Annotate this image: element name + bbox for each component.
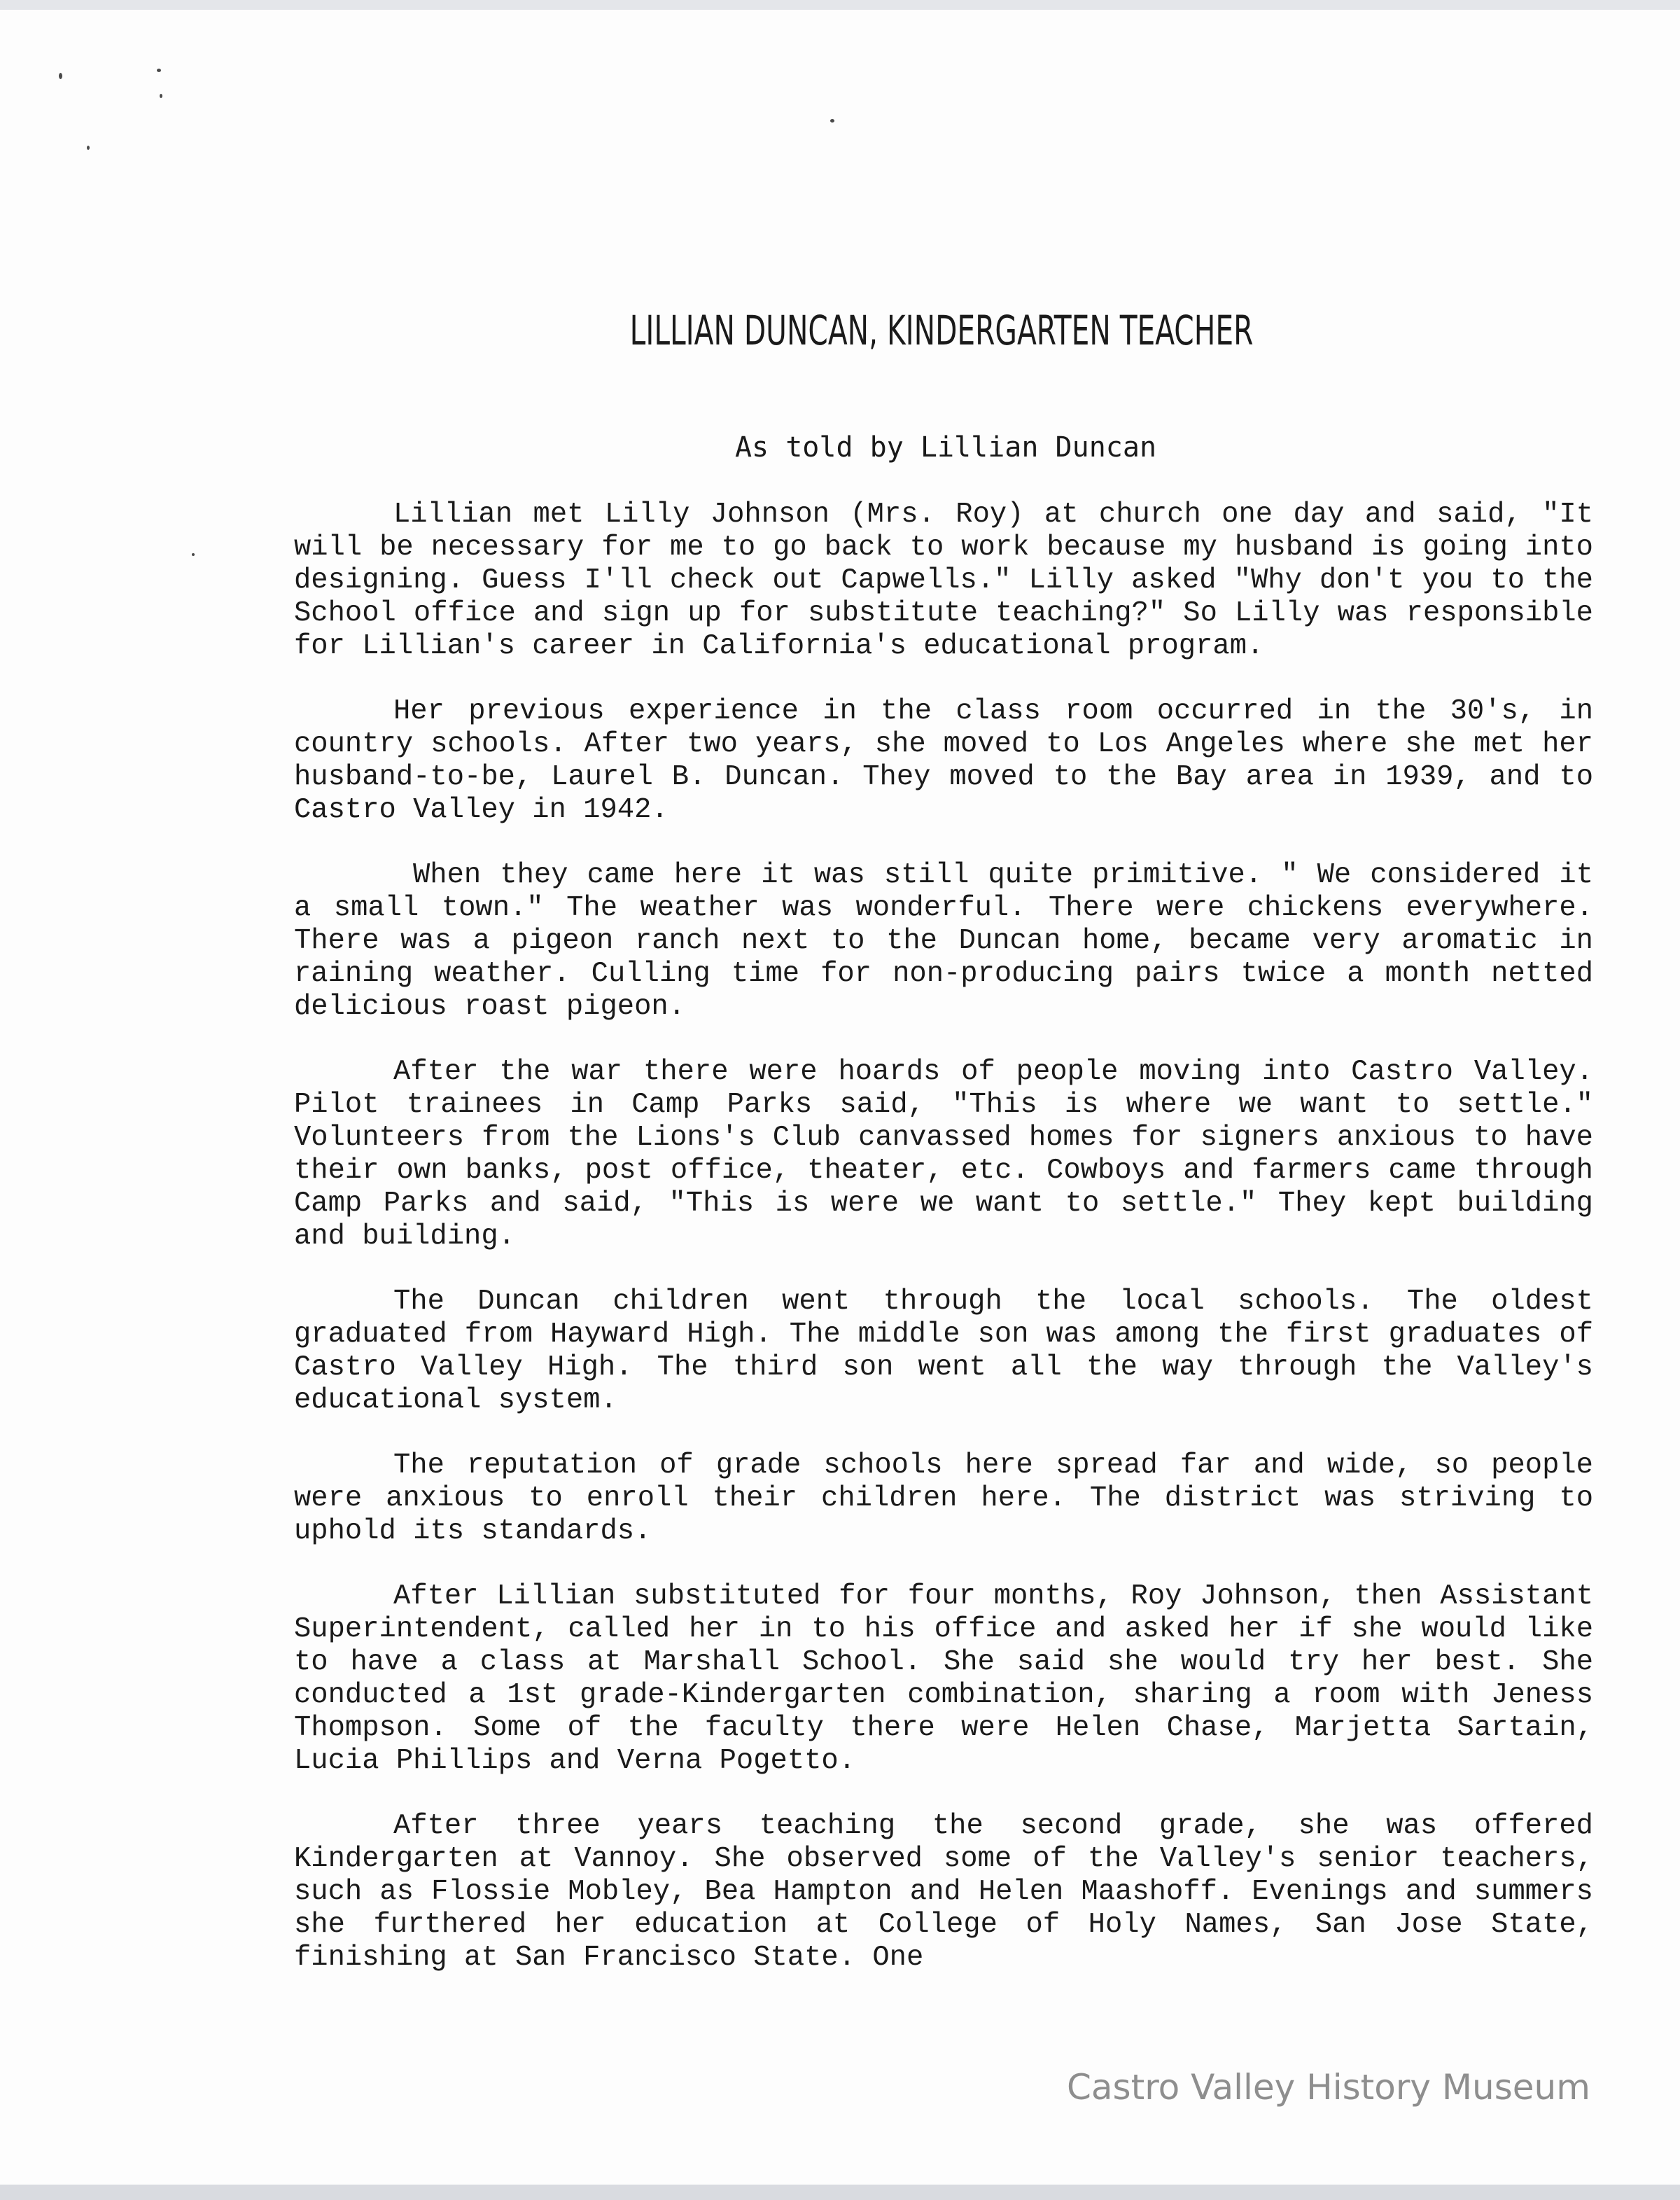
scan-top-edge <box>0 0 1680 10</box>
scan-speck <box>192 553 195 556</box>
scan-speck <box>830 119 834 123</box>
paragraph: The Duncan children went through the local schools. The oldest graduated from Hayward High. The middle son was among the first graduates of Castro Valley High. The third son went all the way through the Valley's educational system. <box>294 1286 1593 1416</box>
paragraph: Lillian met Lilly Johnson (Mrs. Roy) at church one day and said, "It will be necessary for me to go back to work because my husband is going into designing. Guess I'll check out Capwells." Lilly asked "Why don't you to the School office and sign up for substitute teaching?" So Lilly was responsible for Lillian's career in California's educational program. <box>294 499 1593 662</box>
scan-bottom-edge <box>0 2185 1680 2200</box>
document-title: LILLIAN DUNCAN, KINDERGARTEN TEACHER <box>629 307 1254 354</box>
paragraph: Her previous experience in the class room occurred in the 30's, in country schools. After two years, she moved to Los Angeles where she met her husband-to-be, Laurel B. Duncan. They moved to the Bay area in 1939, and to Castro Valley in 1942. <box>294 695 1593 826</box>
document-body <box>294 499 1593 1975</box>
paragraph: After three years teaching the second grade, she was offered Kindergarten at Vannoy. She observed some of the Valley's senior teachers, such as Flossie Mobley, Bea Hampton and Helen Maashoff. Evenings and summers she furthered her education at College of Holy Names, San Jose State, finishing at San Francisco State. One <box>294 1810 1593 1974</box>
scan-speck <box>157 69 161 72</box>
scan-speck <box>87 146 90 150</box>
scan-speck <box>59 73 62 79</box>
paragraph: After Lillian substituted for four months, Roy Johnson, then Assistant Superintendent, called her in to his office and asked her if she would like to have a class at Marshall School. She said she would try her best. She conducted a 1st grade-Kindergarten combination, sharing a room with Jeness Thompson. Some of the faculty there were Helen Chase, Marjetta Sartain, Lucia Phillips and Verna Pogetto. <box>294 1580 1593 1777</box>
document-byline: As told by Lillian Duncan <box>734 431 1157 464</box>
scan-speck <box>160 94 162 98</box>
paragraph: The reputation of grade schools here spread far and wide, so people were anxious to enroll their children here. The district was striving to uphold its standards. <box>294 1449 1593 1547</box>
paragraph: After the war there were hoards of people moving into Castro Valley. Pilot trainees in Camp Parks said, "This is where we want to settle." Volunteers from the Lions's Club canvassed homes for signers anxious to have their own banks, post office, theater, etc. Cowboys and farmers came through Camp Parks and said, "This is were we want to settle." They kept building and building. <box>294 1056 1593 1253</box>
paragraph: When they came here it was still quite primitive. " We considered it a small town." The weather was wonderful. There were chickens everywhere. There was a pigeon ranch next to the Duncan home, became very aromatic in raining weather. Culling time for non-producing pairs twice a month netted delicious roast pigeon. <box>294 859 1593 1023</box>
museum-watermark: Castro Valley History Museum <box>1067 2067 1590 2108</box>
